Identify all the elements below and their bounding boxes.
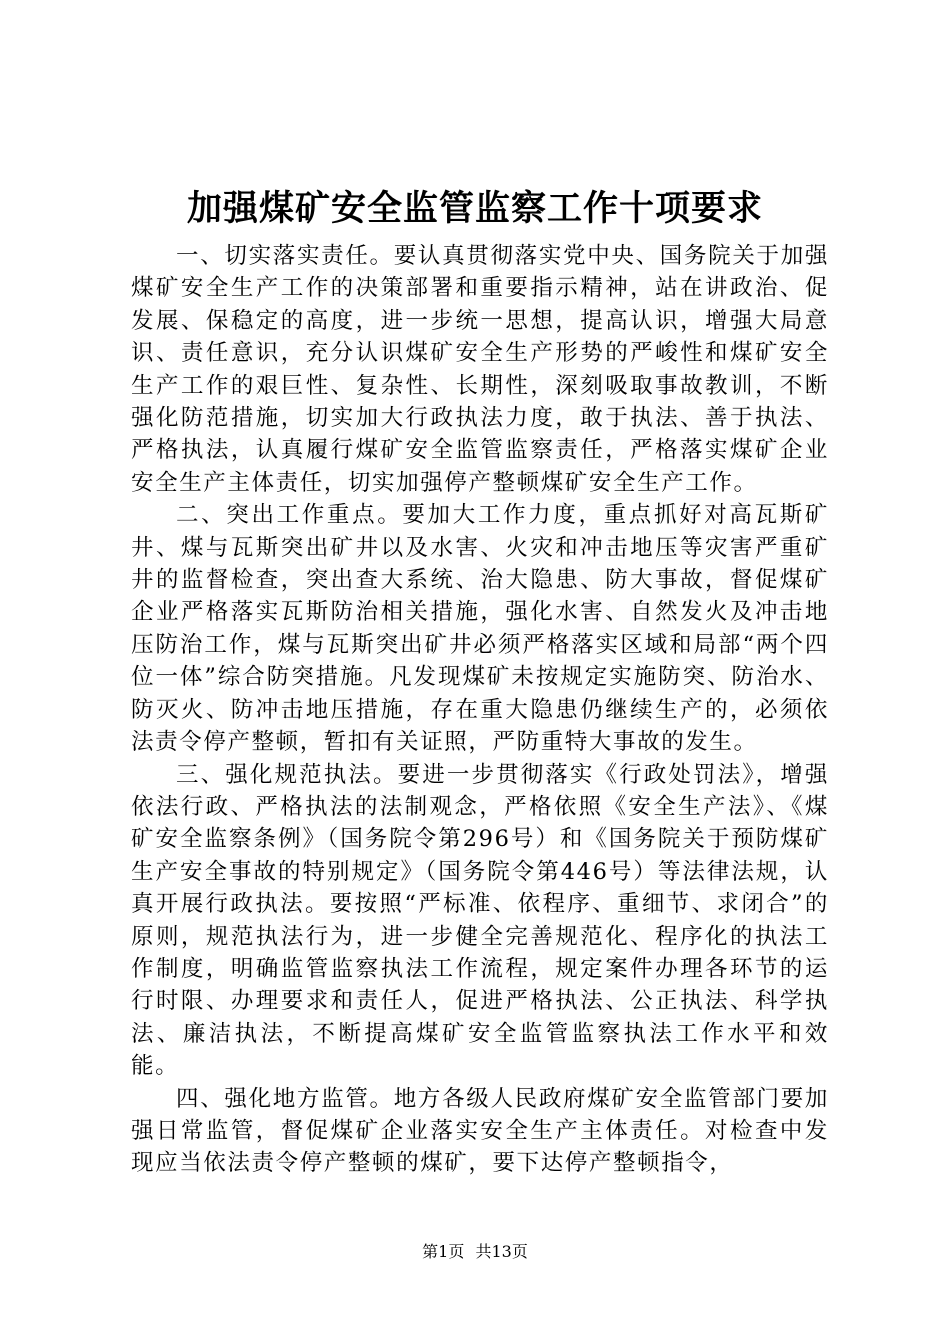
page-number: 第1页: [422, 1242, 465, 1261]
paragraph-4: 四、强化地方监管。地方各级人民政府煤矿安全监管部门要加强日常监管，督促煤矿企业落实安全生产主体责任。对检查中发现应当依法责令停产整顿的煤矿，要下达停产整顿指令，: [131, 1085, 829, 1177]
paragraph-3: 三、强化规范执法。要进一步贯彻落实《行政处罚法》，增强依法行政、严格执法的法制观念，严格依照《安全生产法》、《煤矿安全监察条例》（国务院令第296号）和《国务院关于预防煤矿生产安全事故的特别规定》（国务院令第446号）等法律法规，认真开展行政执法。要按照“严标准、依程序、重细节、求闭合”的原则，规范执法行为，进一步健全完善规范化、程序化的执法工作制度，明确监管监察执法工作流程，规定案件办理各环节的运行时限、办理要求和责任人，促进严格执法、公正执法、科学执法、廉洁执法，不断提高煤矿安全监管监察执法工作水平和效能。: [131, 761, 829, 1080]
document-title: 加强煤矿安全监管监察工作十项要求: [186, 188, 763, 229]
document-body: [131, 240, 829, 1180]
paragraph-2: 二、突出工作重点。要加大工作力度，重点抓好对高瓦斯矿井、煤与瓦斯突出矿井以及水害、火灾和冲击地压等灾害严重矿井的监督检查，突出查大系统、治大隐患、防大事故，督促煤矿企业严格落实瓦斯防治相关措施，强化水害、自然发火及冲击地压防治工作，煤与瓦斯突出矿井必须严格落实区域和局部“两个四位一体”综合防突措施。凡发现煤矿未按规定实施防突、防治水、防灭火、防冲击地压措施，存在重大隐患仍继续生产的，必须依法责令停产整顿，暂扣有关证照，严防重特大事故的发生。: [131, 502, 829, 756]
page-total: 共13页: [475, 1242, 528, 1261]
paragraph-1: 一、切实落实责任。要认真贯彻落实党中央、国务院关于加强煤矿安全生产工作的决策部署和重要指示精神，站在讲政治、促发展、保稳定的高度，进一步统一思想，提高认识，增强大局意识、责任意识，充分认识煤矿安全生产形势的严峻性和煤矿安全生产工作的艰巨性、复杂性、长期性，深刻吸取事故教训，不断强化防范措施，切实加大行政执法力度，敢于执法、善于执法、严格执法，认真履行煤矿安全监管监察责任，严格落实煤矿企业安全生产主体责任，切实加强停产整顿煤矿安全生产工作。: [131, 243, 829, 496]
page-footer: [0, 1241, 950, 1263]
